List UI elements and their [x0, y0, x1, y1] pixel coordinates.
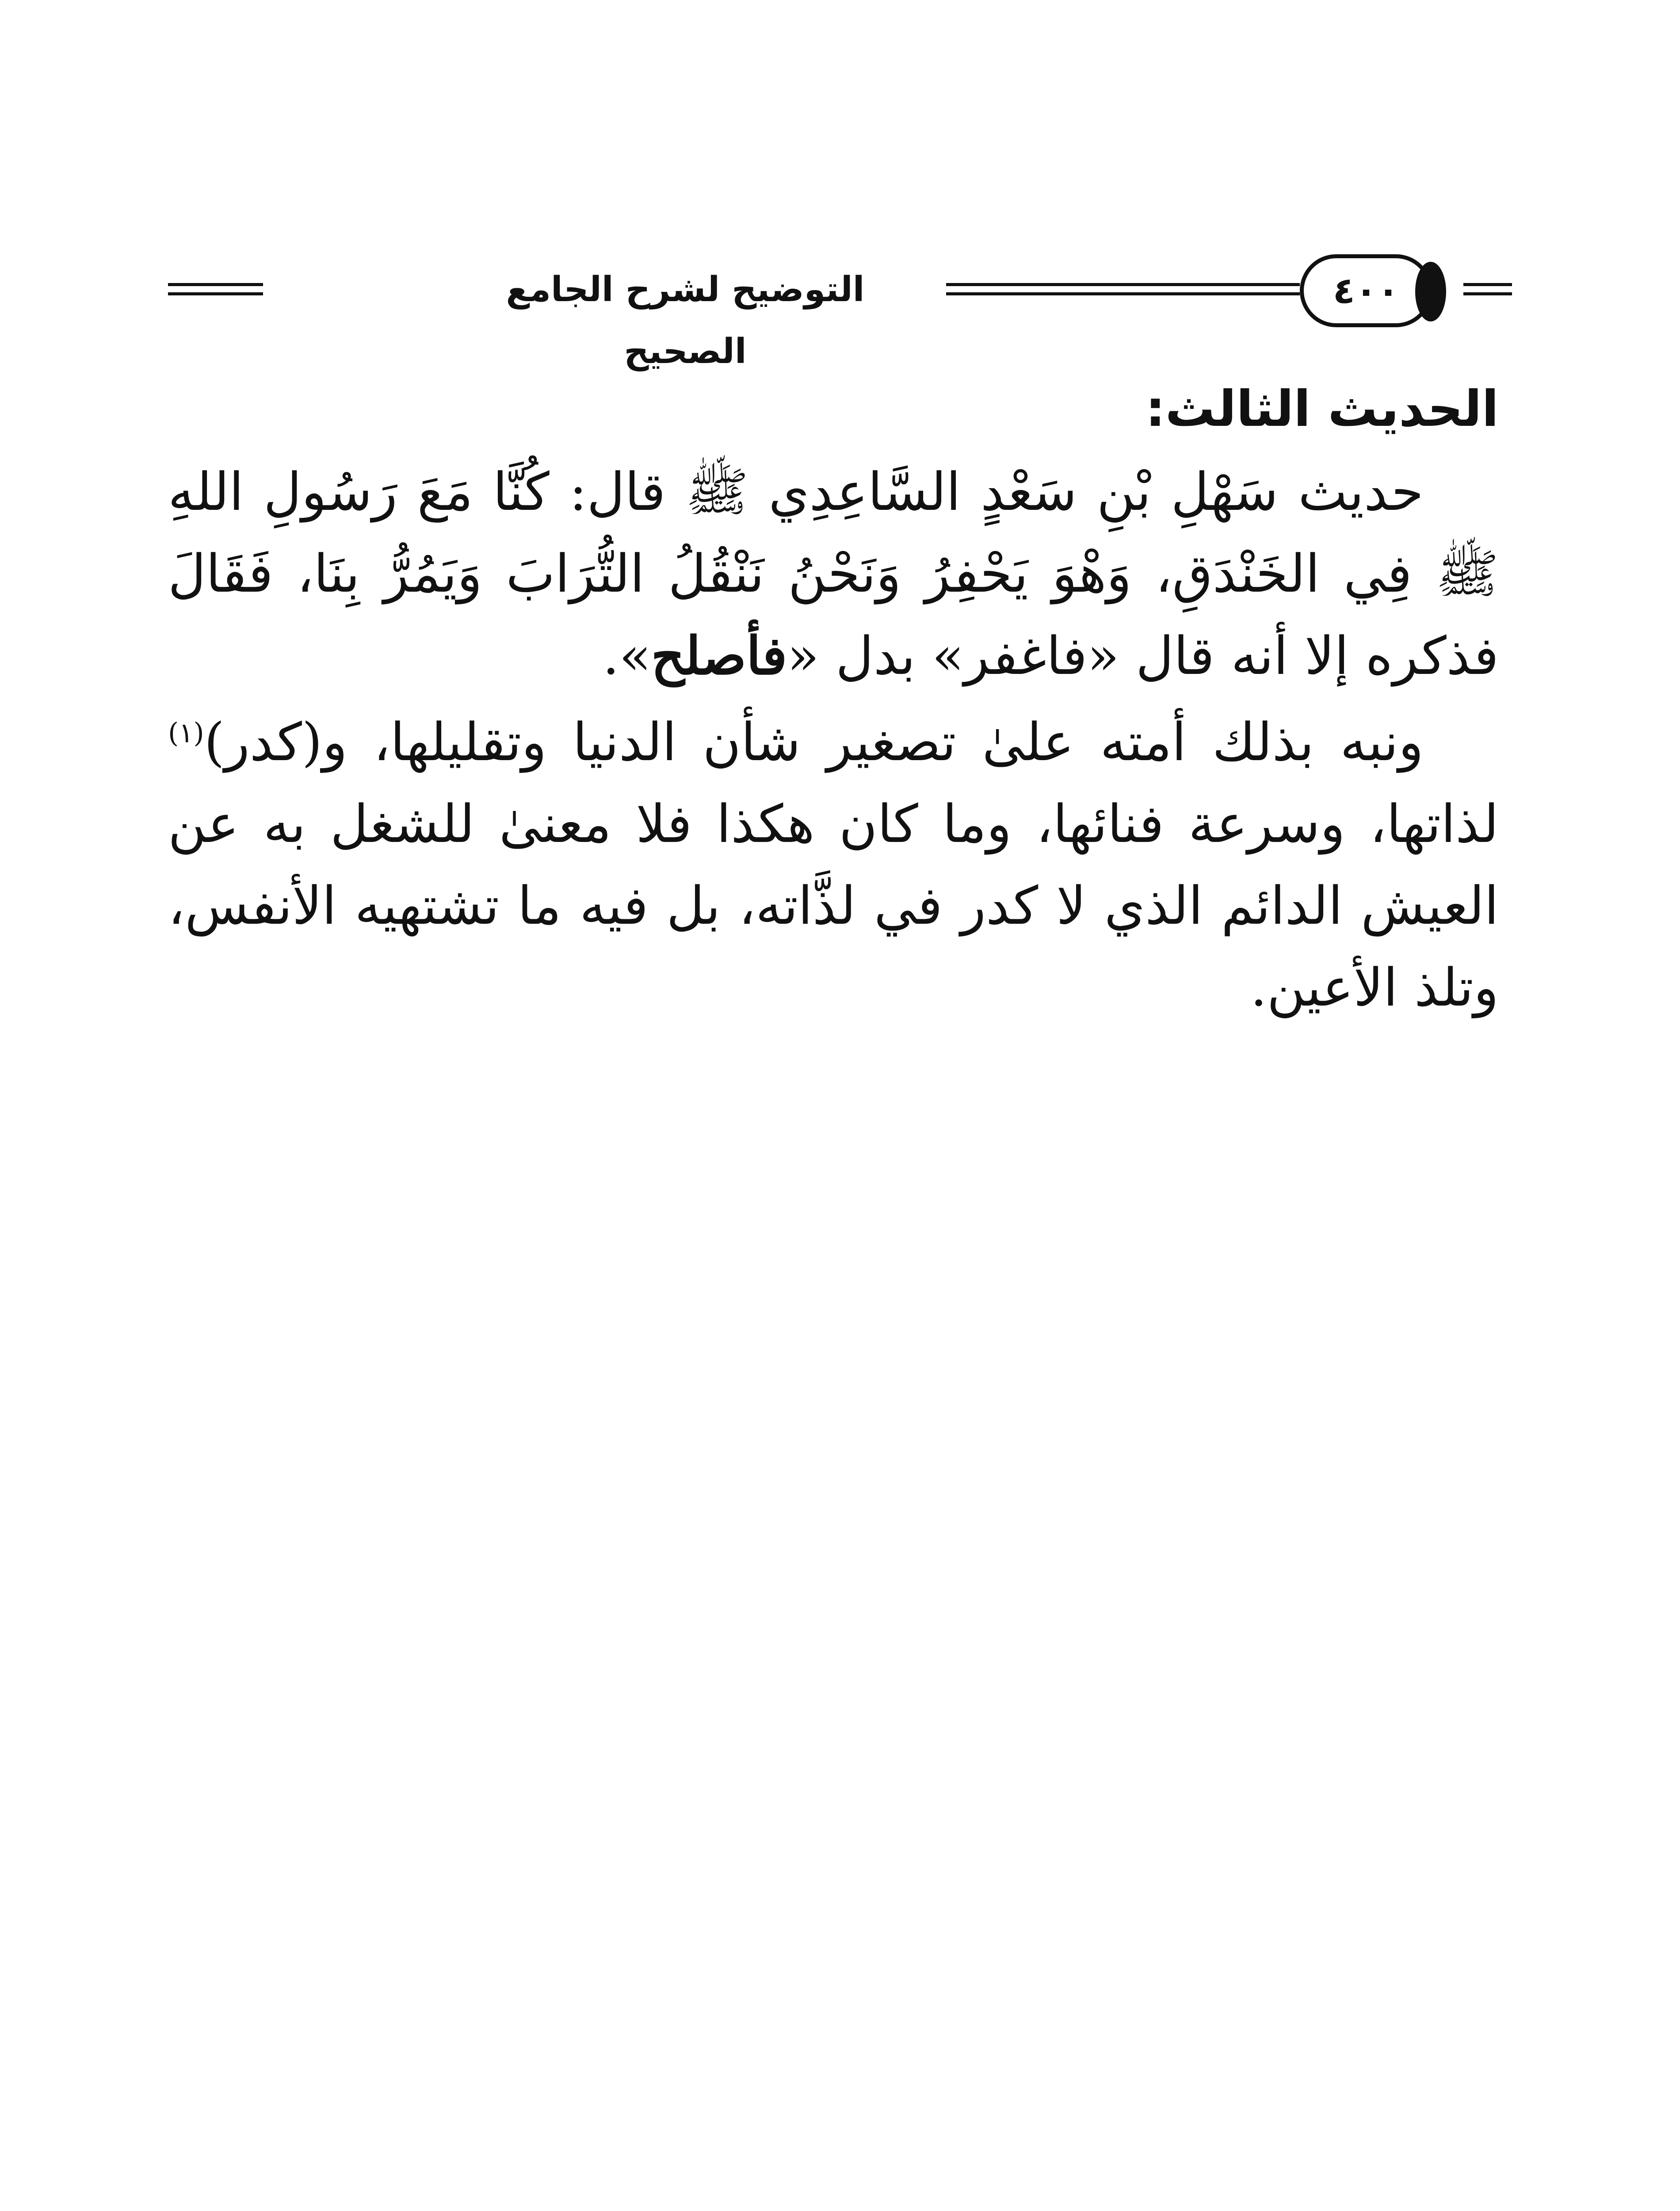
hadith-end-prefix: «فاغفر» بدل «: [787, 625, 1119, 686]
commentary-text-part1: ونبه بذلك أمته علىٰ تصغير شأن الدنيا وتقليلها، و(كدر): [204, 711, 1424, 773]
hadith-paragraph: [168, 451, 1499, 697]
bold-term: فأصلح: [651, 625, 787, 686]
commentary-paragraph: [168, 701, 1499, 1029]
section-heading: الحديث الثالث:: [1145, 380, 1499, 438]
hadith-end-suffix: ».: [602, 625, 651, 686]
main-content: [168, 367, 1499, 1033]
footnote-reference[interactable]: (١): [168, 716, 204, 749]
commentary-text-part2: لذاتها، وسرعة فنائها، وما كان هكذا فلا معنىٰ للشغل به عن العيش الدائم الذي لا كدر في لذَّاته، بل فيه ما تشتهيه الأنفس، وتلذ الأعين.: [168, 793, 1499, 1018]
header-rule-middle: [946, 283, 1300, 295]
header-rule-left: [168, 283, 263, 295]
page-number: ٤٠٠: [1333, 270, 1400, 312]
hadith-text: حديث سَهْلِ بْنِ سَعْدٍ السَّاعِدِي ﷺ قال: كُنَّا مَعَ رَسُولِ اللهِ ﷺ فِي الخَنْدَقِ، وَهْوَ يَحْفِرُ وَنَحْنُ نَنْقُلُ التُّرَابَ وَيَمُرُّ بِنَا، فَقَالَ فذكره إلا أنه قال: [168, 461, 1499, 686]
page-number-badge: [1300, 254, 1432, 327]
running-title: التوضيح لشرح الجامع الصحيح: [506, 270, 865, 371]
page-header: [168, 259, 1512, 371]
header-rule-right: [1463, 283, 1512, 295]
